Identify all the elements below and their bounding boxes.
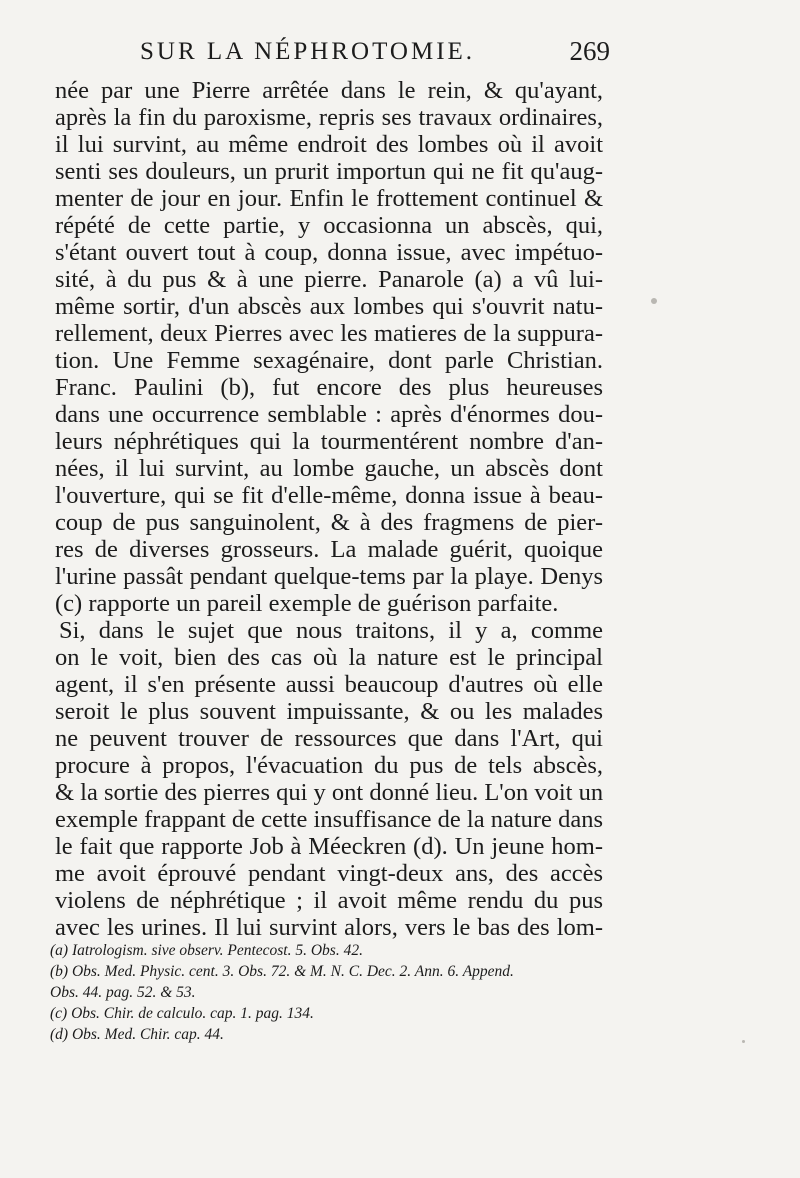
footnote: (a) Iatrologism. sive observ. Pentecost. 5. Obs. 42. xyxy=(50,942,363,959)
text-line: s'étant ouvert tout à coup, donna issue, avec impétuo- xyxy=(55,239,603,266)
text-line: le fait que rapporte Job à Méeckren (d). Un jeune hom- xyxy=(55,833,603,860)
text-line: dans une occurrence semblable : après d'énormes dou- xyxy=(55,401,603,428)
text-line: leurs néphrétiques qui la tourmentérent nombre d'an- xyxy=(55,428,603,455)
text-line: menter de jour en jour. Enfin le frottement continuel & xyxy=(55,185,603,212)
footnote: Obs. 44. pag. 52. & 53. xyxy=(50,984,196,1001)
running-title: SUR LA NÉPHROTOMIE. xyxy=(140,38,476,65)
text-line: Si, dans le sujet que nous traitons, il y a, comme xyxy=(59,617,603,644)
text-line: me avoit éprouvé pendant vingt-deux ans, des accès xyxy=(55,860,603,887)
text-line: procure à propos, l'évacuation du pus de tels abscès, xyxy=(55,752,603,779)
footnote: (b) Obs. Med. Physic. cent. 3. Obs. 72. & M. N. C. Dec. 2. Ann. 6. Append. xyxy=(50,963,514,980)
text-line: même sortir, d'un abscès aux lombes qui s'ouvrit natu- xyxy=(55,293,603,320)
text-line: après la fin du paroxisme, repris ses travaux ordinaires, xyxy=(55,104,603,131)
text-line: exemple frappant de cette insuffisance de la nature dans xyxy=(55,806,603,833)
text-line: nées, il lui survint, au lombe gauche, un abscès dont xyxy=(55,455,603,482)
text-line: (c) rapporte un pareil exemple de guérison parfaite. xyxy=(55,590,559,617)
footnote: (d) Obs. Med. Chir. cap. 44. xyxy=(50,1026,224,1043)
paper-speck xyxy=(651,298,657,304)
text-line: répété de cette partie, y occasionna un abscès, qui, xyxy=(55,212,603,239)
text-line: l'urine passât pendant quelque-tems par la playe. Denys xyxy=(55,563,603,590)
text-line: senti ses douleurs, un prurit importun qui ne fit qu'aug- xyxy=(55,158,603,185)
page-number: 269 xyxy=(569,36,610,66)
text-line: violens de néphrétique ; il avoit même rendu du pus xyxy=(55,887,603,914)
text-line: coup de pus sanguinolent, & à des fragmens de pier- xyxy=(55,509,603,536)
text-line: l'ouverture, qui se fit d'elle-même, donna issue à beau- xyxy=(55,482,603,509)
text-line: sité, à du pus & à une pierre. Panarole (a) a vû lui- xyxy=(55,266,603,293)
text-line: avec les urines. Il lui survint alors, vers le bas des lom- xyxy=(55,914,603,941)
text-line: il lui survint, au même endroit des lombes où il avoit xyxy=(55,131,603,158)
page-header xyxy=(140,38,610,72)
text-line: on le voit, bien des cas où la nature est le principal xyxy=(55,644,603,671)
text-line: née par une Pierre arrêtée dans le rein, & qu'ayant, xyxy=(55,77,603,104)
footnote: (c) Obs. Chir. de calculo. cap. 1. pag. 134. xyxy=(50,1005,314,1022)
text-line: rellement, deux Pierres avec les matieres de la suppura- xyxy=(55,320,603,347)
text-line: res de diverses grosseurs. La malade guérit, quoique xyxy=(55,536,603,563)
text-line: agent, il s'en présente aussi beaucoup d'autres où elle xyxy=(55,671,603,698)
text-line: ne peuvent trouver de ressources que dans l'Art, qui xyxy=(55,725,603,752)
text-line: Franc. Paulini (b), fut encore des plus heureuses xyxy=(55,374,603,401)
text-line: seroit le plus souvent impuissante, & ou les malades xyxy=(55,698,603,725)
text-line: & la sortie des pierres qui y ont donné lieu. L'on voit un xyxy=(55,779,604,806)
text-line: tion. Une Femme sexagénaire, dont parle Christian. xyxy=(55,347,603,374)
paper-speck xyxy=(742,1040,745,1043)
